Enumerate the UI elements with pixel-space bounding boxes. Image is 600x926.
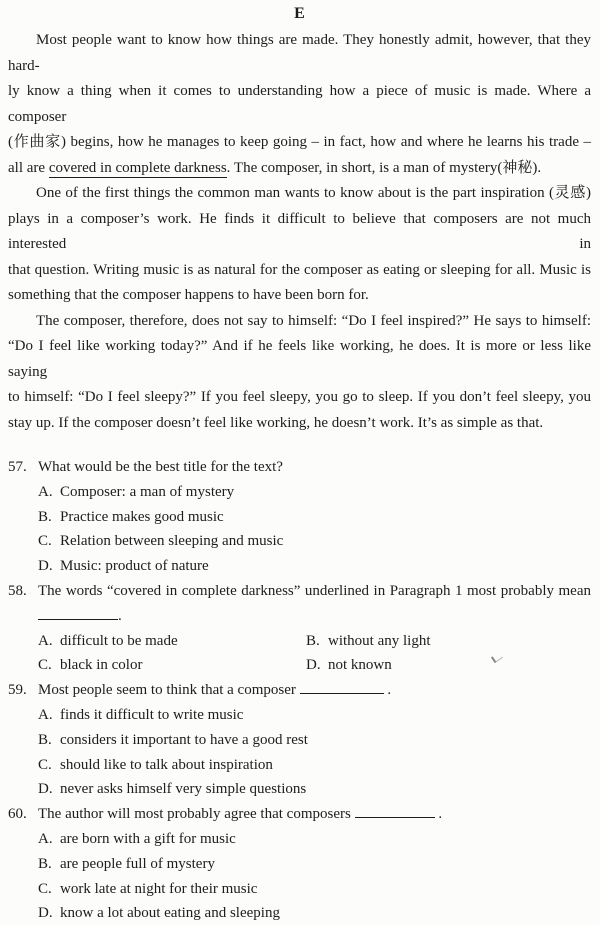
question-number-spacer xyxy=(8,604,38,629)
option-label: A. xyxy=(38,483,53,500)
question-number: 58. xyxy=(8,582,27,599)
text-segment: The words “covered in complete darkness” underlined in Paragraph 1 most probably mean xyxy=(38,582,591,599)
passage-line xyxy=(8,181,591,207)
option-item xyxy=(38,505,591,530)
option-label: A. xyxy=(38,830,53,847)
option-text: are born with a gift for music xyxy=(60,830,236,847)
passage-paragraph xyxy=(8,309,591,437)
passage-line xyxy=(8,79,591,130)
question-number: 59. xyxy=(8,682,27,699)
questions-section xyxy=(8,455,591,926)
option-item xyxy=(38,554,591,579)
text-segment: that question. Writing music is as natural for the composer as eating or sleeping for all. Music is xyxy=(8,261,591,278)
option-label: B. xyxy=(306,632,320,649)
option-text: difficult to be made xyxy=(60,632,178,649)
passage-line xyxy=(8,130,591,156)
passage-line xyxy=(8,283,591,309)
passage-paragraph xyxy=(8,28,591,181)
question-58 xyxy=(8,579,591,678)
option-item xyxy=(306,653,591,678)
option-text: Relation between sleeping and music xyxy=(60,533,284,550)
text-segment: “Do I feel like working today?” And if he feels like working, he does. It is more or less like saying xyxy=(8,338,591,380)
option-item xyxy=(38,852,591,877)
option-label: B. xyxy=(38,508,52,525)
text-segment: (作曲家) begins, how he manages to keep going – in fact, how and where he learns his trade – xyxy=(8,134,591,150)
option-text: Practice makes good music xyxy=(60,508,224,525)
passage-line xyxy=(8,385,591,411)
question-blank-text xyxy=(38,604,591,629)
option-item xyxy=(38,827,591,852)
question-prompt-line xyxy=(8,579,591,604)
option-text: finds it difficult to write music xyxy=(60,706,244,723)
text-segment: . The composer, in short, is a man of mystery(神秘). xyxy=(226,159,542,176)
option-label: C. xyxy=(38,533,52,550)
option-item xyxy=(38,480,591,505)
text-segment: The author will most probably agree that composers xyxy=(38,806,355,823)
option-text: considers it important to have a good rest xyxy=(60,731,308,748)
question-59 xyxy=(8,678,591,802)
text-segment: to himself: “Do I feel sleepy?” If you feel sleepy, you go to sleep. If you don’t feel sleepy, you xyxy=(8,389,591,405)
option-text: are people full of mystery xyxy=(60,855,215,872)
option-item xyxy=(306,629,591,654)
text-segment: . xyxy=(118,607,122,624)
text-segment: ly know a thing when it comes to understanding how a piece of music is made. Where a composer xyxy=(8,83,591,125)
text-segment: Most people seem to think that a composer xyxy=(38,682,300,699)
question-60 xyxy=(8,802,591,926)
question-prompt xyxy=(38,802,591,827)
option-label: A. xyxy=(38,706,53,723)
option-item xyxy=(38,901,591,926)
options-list xyxy=(8,480,591,579)
option-text: should like to talk about inspiration xyxy=(60,756,273,773)
text-segment: What would be the best title for the text? xyxy=(38,459,283,475)
question-prompt-line xyxy=(8,455,591,480)
passage-line xyxy=(8,156,591,182)
answer-blank xyxy=(38,606,118,620)
option-label: D. xyxy=(38,781,53,798)
reading-passage xyxy=(8,28,591,436)
options-two-column xyxy=(38,629,591,679)
option-item xyxy=(38,703,591,728)
text-segment: . xyxy=(434,806,443,823)
question-prompt xyxy=(38,579,591,604)
option-label: D. xyxy=(38,558,53,575)
passage-line xyxy=(8,309,591,335)
answer-blank xyxy=(300,680,384,694)
text-segment: The composer, therefore, does not say to himself: “Do I feel inspired?” He says to himself: xyxy=(36,312,591,329)
option-label: B. xyxy=(38,855,52,872)
question-prompt-line xyxy=(8,678,591,703)
option-item xyxy=(38,529,591,554)
option-text: Music: product of nature xyxy=(60,558,209,575)
question-number: 60. xyxy=(8,806,27,823)
text-segment: all are xyxy=(8,159,49,176)
option-item xyxy=(38,653,306,678)
option-item xyxy=(38,877,591,902)
underlined-phrase: covered in complete darkness xyxy=(48,159,227,176)
option-item xyxy=(38,728,591,753)
text-segment: One of the first things the common man wants to know about is the part inspiration (灵感) xyxy=(36,185,591,201)
text-segment: Most people want to know how things are made. They honestly admit, however, that they hard- xyxy=(8,32,591,74)
text-segment: . xyxy=(383,682,392,699)
option-label: C. xyxy=(38,756,52,773)
option-text: black in color xyxy=(60,657,143,674)
passage-line xyxy=(8,28,591,79)
text-segment: something that the composer happens to have been born for. xyxy=(8,287,369,303)
text-segment: stay up. If the composer doesn’t feel like working, he doesn’t work. It’s as simple as that. xyxy=(8,414,544,431)
option-text: know a lot about eating and sleeping xyxy=(60,905,280,922)
option-item xyxy=(38,777,591,802)
options-list xyxy=(8,827,591,926)
question-prompt xyxy=(38,455,591,480)
option-label: C. xyxy=(38,657,52,674)
section-label: E xyxy=(294,5,305,22)
option-label: C. xyxy=(38,880,52,897)
question-prompt xyxy=(38,678,591,703)
option-label: A. xyxy=(38,632,53,649)
option-text: without any light xyxy=(328,632,431,649)
passage-line xyxy=(8,411,591,437)
question-number: 57. xyxy=(8,459,27,475)
option-text: never asks himself very simple questions xyxy=(60,781,307,798)
question-prompt-line xyxy=(8,802,591,827)
options-list xyxy=(8,703,591,802)
text-segment: plays in a composer’s work. He finds it difficult to believe that composers are not much interested in xyxy=(8,210,591,252)
option-text: Composer: a man of mystery xyxy=(60,483,235,500)
answer-blank xyxy=(355,804,435,818)
question-blank-line xyxy=(8,604,591,629)
option-item xyxy=(38,629,306,654)
option-label: D. xyxy=(306,657,321,674)
option-text: not known xyxy=(328,657,392,674)
option-label: D. xyxy=(38,905,53,922)
passage-line xyxy=(8,207,591,258)
passage-line xyxy=(8,334,591,385)
passage-line xyxy=(8,258,591,284)
option-item xyxy=(38,753,591,778)
option-text: work late at night for their music xyxy=(60,880,258,897)
option-label: B. xyxy=(38,731,52,748)
passage-paragraph xyxy=(8,181,591,309)
question-57 xyxy=(8,455,591,579)
